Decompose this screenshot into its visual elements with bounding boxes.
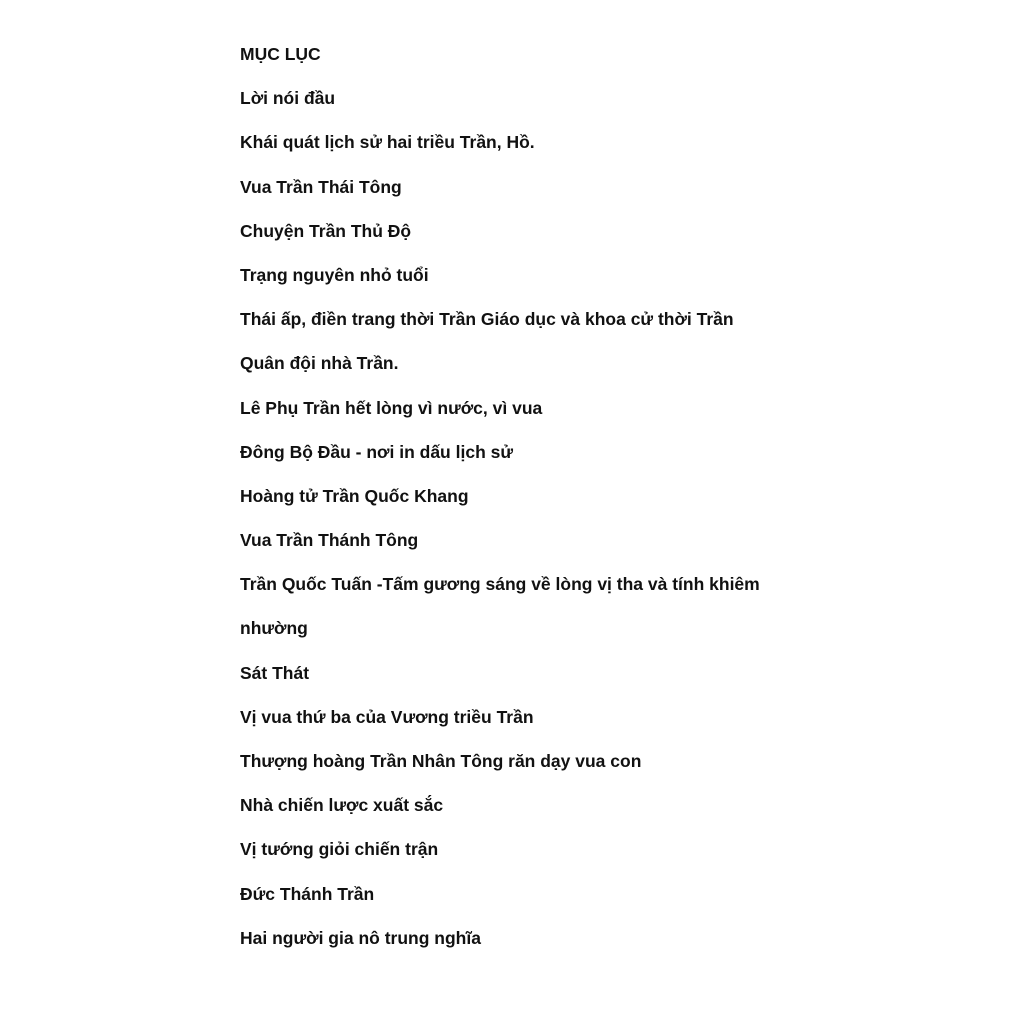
toc-entry: Thái ấp, điền trang thời Trần Giáo dục và khoa cử thời Trần: [240, 309, 734, 330]
toc-entry: Lời nói đầu: [240, 88, 336, 109]
toc-entry: Lê Phụ Trần hết lòng vì nước, vì vua: [240, 397, 543, 418]
toc-entry: Thượng hoàng Trần Nhân Tông răn dạy vua con: [240, 751, 642, 771]
toc-entry: Hoàng tử Trần Quốc Khang: [240, 485, 469, 506]
toc-entry: Trần Quốc Tuấn -Tấm gương sáng về lòng vị tha và tính khiêm: [240, 574, 760, 595]
toc-entry: Chuyện Trần Thủ Độ: [240, 220, 412, 241]
toc-entry: Khái quát lịch sử hai triều Trần, Hồ.: [240, 132, 535, 153]
toc-entry: Hai người gia nô trung nghĩa: [240, 927, 481, 948]
toc-entry: Đức Thánh Trần: [240, 883, 375, 904]
toc-entry: Vua Trần Thái Tông: [240, 176, 402, 197]
toc-entry: Vị vua thứ ba của Vương triều Trần: [240, 706, 534, 727]
toc-entry: Quân đội nhà Trần.: [240, 353, 399, 374]
table-of-contents: [240, 42, 840, 970]
toc-entry: Đông Bộ Đầu - nơi in dấu lịch sử: [240, 441, 514, 462]
toc-entry: Vua Trần Thánh Tông: [240, 530, 419, 551]
toc-entry: Vị tướng giỏi chiến trận: [240, 839, 439, 860]
toc-entry: Nhà chiến lược xuất sắc: [240, 795, 444, 816]
toc-entry: Trạng nguyên nhỏ tuổi: [240, 264, 429, 285]
toc-entry-continuation: nhường: [240, 618, 308, 639]
toc-title: MỤC LỤC: [240, 44, 321, 64]
toc-entry: Sát Thát: [240, 662, 310, 683]
